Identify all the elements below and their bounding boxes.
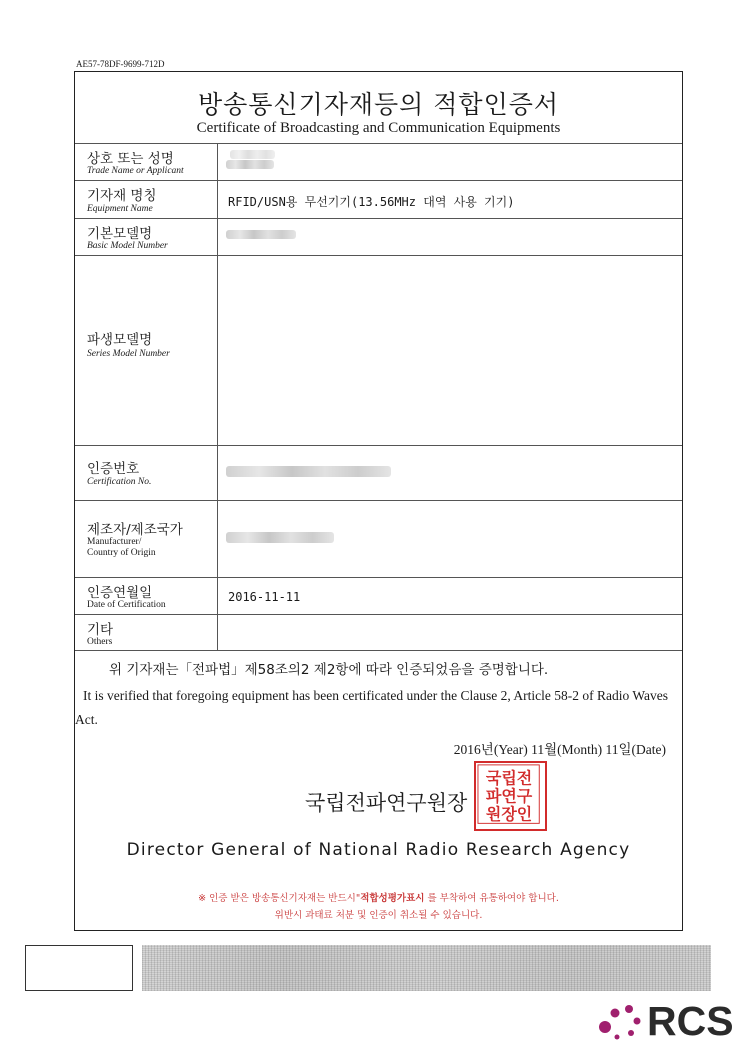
label-ko: 제조자/제조국가 (87, 522, 183, 538)
row-certification-date (75, 577, 682, 614)
label-en: Manufacturer/ (87, 537, 142, 547)
issue-date: 2016년(Year) 11월(Month) 11일(Date) (453, 742, 666, 757)
redacted-value (226, 466, 391, 477)
seal-graphic (476, 763, 545, 829)
label-en: Certification No. (87, 477, 152, 487)
seal-line-1: 국립전 (485, 768, 533, 788)
official-seal-stamp (474, 761, 547, 831)
notice-text: ※ 인증 받은 방송통신기자재는 반드시" (198, 893, 361, 904)
label-ko: 기타 (87, 622, 114, 638)
equipment-name-value: RFID/USN용 무선기기(13.56MHz 대역 사용 기기) (228, 195, 515, 209)
notice-line-1 (75, 890, 682, 904)
certificate-table (75, 143, 682, 651)
logo-dot (611, 1009, 620, 1018)
statement-english: It is verified that foregoing equipment has been certificated under the Clause 2, Article 58-2 of Radio Waves Act. (75, 688, 668, 727)
row-certification-no (75, 445, 682, 500)
footer-box (25, 945, 133, 991)
label-en: Equipment Name (87, 204, 153, 214)
label-ko: 파생모델명 (87, 332, 153, 348)
label-en: Others (87, 637, 113, 647)
label-ko: 기본모델명 (87, 226, 153, 242)
row-series-model (75, 255, 682, 445)
label-en: Series Model Number (87, 349, 170, 359)
redacted-value (226, 230, 296, 239)
label-ko: 기자재 명칭 (87, 188, 157, 204)
row-trade-name (75, 143, 682, 180)
logo-dot (634, 1018, 641, 1025)
redacted-value (226, 532, 334, 543)
row-basic-model (75, 218, 682, 255)
logo-dot (628, 1030, 634, 1036)
document-id: AE57-78DF-9699-712D (76, 59, 165, 69)
logo-dot (599, 1021, 611, 1033)
notice-line-2: 위반시 과태료 처분 및 인증이 취소될 수 있습니다. (274, 910, 483, 921)
logo-dot (625, 1005, 633, 1013)
logo-dot (615, 1035, 620, 1040)
label-en: Country of Origin (87, 548, 156, 558)
issuer-korean: 국립전파연구원장 (305, 791, 468, 815)
logo-dots-icon (595, 995, 647, 1045)
title-korean: 방송통신기자재등의 적합인증서 (197, 90, 560, 119)
label-cell (75, 256, 218, 445)
label-cell (75, 181, 218, 218)
label-cell (75, 501, 218, 577)
row-manufacturer (75, 500, 682, 577)
redacted-value (226, 160, 274, 169)
title-english: Certificate of Broadcasting and Communication Equipments (196, 120, 561, 136)
label-en: Date of Certification (87, 600, 166, 610)
row-others (75, 614, 682, 651)
seal-line-2: 파연구 (485, 786, 533, 806)
issuer-english: Director General of National Radio Research Agency (126, 840, 631, 860)
statement-korean: 위 기자재는「전파법」제58조의2 제2항에 따라 인증되었음을 증명합니다. (109, 662, 549, 678)
label-ko: 인증연월일 (87, 585, 153, 601)
redacted-value (230, 150, 275, 159)
logo-text: RCS (647, 998, 734, 1044)
redacted-barcode-strip (142, 945, 711, 991)
row-equipment-name (75, 180, 682, 218)
certificate-frame (74, 71, 683, 931)
label-cell (75, 144, 218, 180)
notice-text: 를 부착하여 유통하여야 합니다. (424, 893, 559, 904)
rcs-logo (595, 995, 737, 1045)
label-en: Basic Model Number (87, 241, 168, 251)
label-en: Trade Name or Applicant (87, 166, 184, 176)
label-cell (75, 219, 218, 255)
seal-line-3: 원장인 (485, 804, 533, 824)
notice-emphasis: 적합성평가표시 (360, 893, 425, 904)
label-ko: 인증번호 (87, 461, 140, 477)
label-ko: 상호 또는 성명 (87, 151, 174, 167)
label-cell (75, 578, 218, 614)
label-cell (75, 446, 218, 500)
certification-date-value: 2016-11-11 (228, 590, 301, 604)
label-cell (75, 615, 218, 650)
